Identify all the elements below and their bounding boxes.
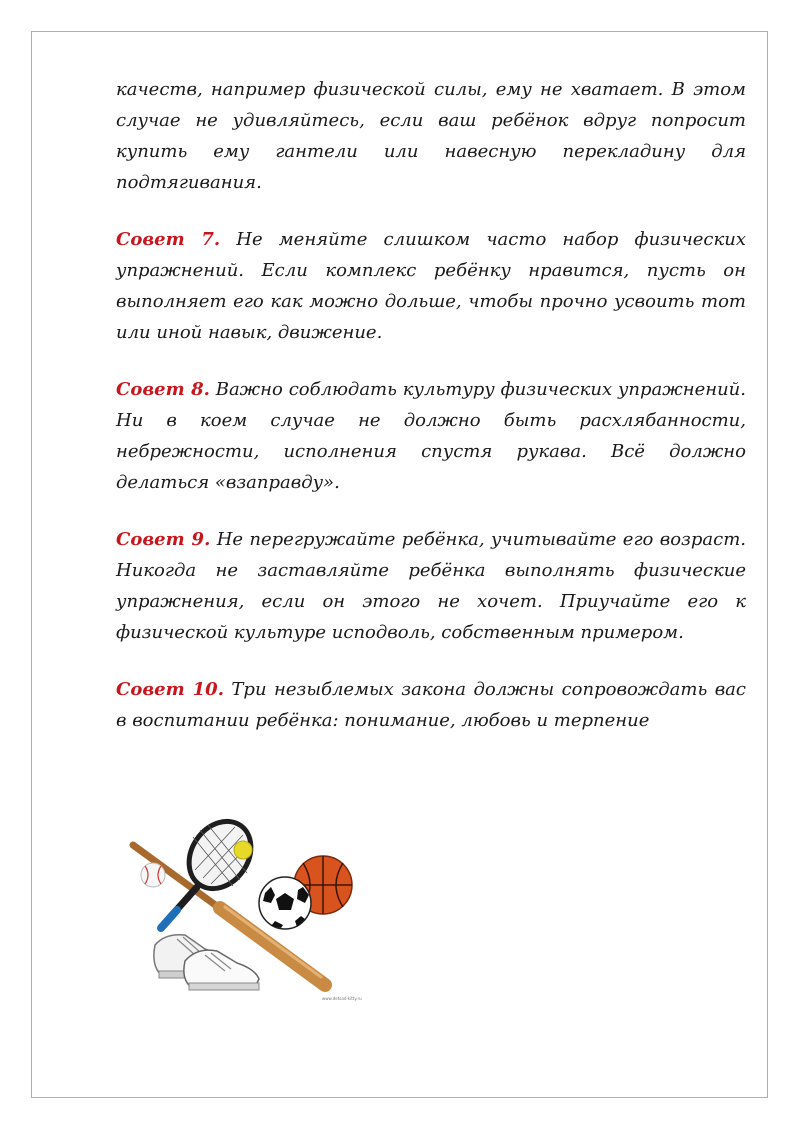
- tip-8-label: Совет 8.: [116, 379, 210, 400]
- tip-7-text: Не меняйте слишком часто набор физических упражнений. Если комплекс ребёнку нравится, пусть он выполняет его как можно дольше, чтобы прочно усвоить тот или иной навык, движение.: [116, 229, 746, 343]
- soccer-ball-icon: [259, 877, 311, 929]
- tennis-racket-icon: [161, 815, 264, 928]
- intro-paragraph: качеств, например физической силы, ему не хватает. В этом случае не удивляйтесь, если ваш ребёнок вдруг попросит купить ему гантели или навесную перекладину для подтягивания.: [116, 79, 746, 193]
- tip-8-text: Важно соблюдать культуру физических упражнений. Ни в коем случае не должно быть расхлябанности, небрежности, исполнения спустя рукава. Всё должно делаться «взаправду».: [116, 379, 746, 493]
- baseball-icon: [141, 863, 165, 887]
- tip-9-label: Совет 9.: [116, 529, 211, 550]
- tip-8-paragraph: [116, 374, 746, 498]
- tip-9-paragraph: [116, 524, 746, 648]
- tennis-ball-icon: [234, 841, 252, 859]
- tip-9-text: Не перегружайте ребёнка, учитывайте его возраст. Никогда не заставляйте ребёнка выполнять физические упражнения, если он этого не хочет. Приучайте его к физической культуре исподволь, собственным примером.: [116, 529, 746, 643]
- sneakers-icon: [154, 935, 259, 990]
- tip-10-label: Совет 10.: [116, 679, 224, 700]
- tip-10-text: Три незыблемых закона должны сопровождать вас в воспитании ребёнка: понимание, любовь и терпение: [116, 679, 746, 731]
- tip-7-paragraph: [116, 224, 746, 348]
- illustration-caption: www.detsad-kitty.ru: [322, 996, 362, 1001]
- sports-equipment-icon: [125, 815, 365, 1005]
- article-body: [116, 74, 746, 762]
- tip-7-label: Совет 7.: [116, 229, 221, 250]
- tip-10-paragraph: [116, 674, 746, 736]
